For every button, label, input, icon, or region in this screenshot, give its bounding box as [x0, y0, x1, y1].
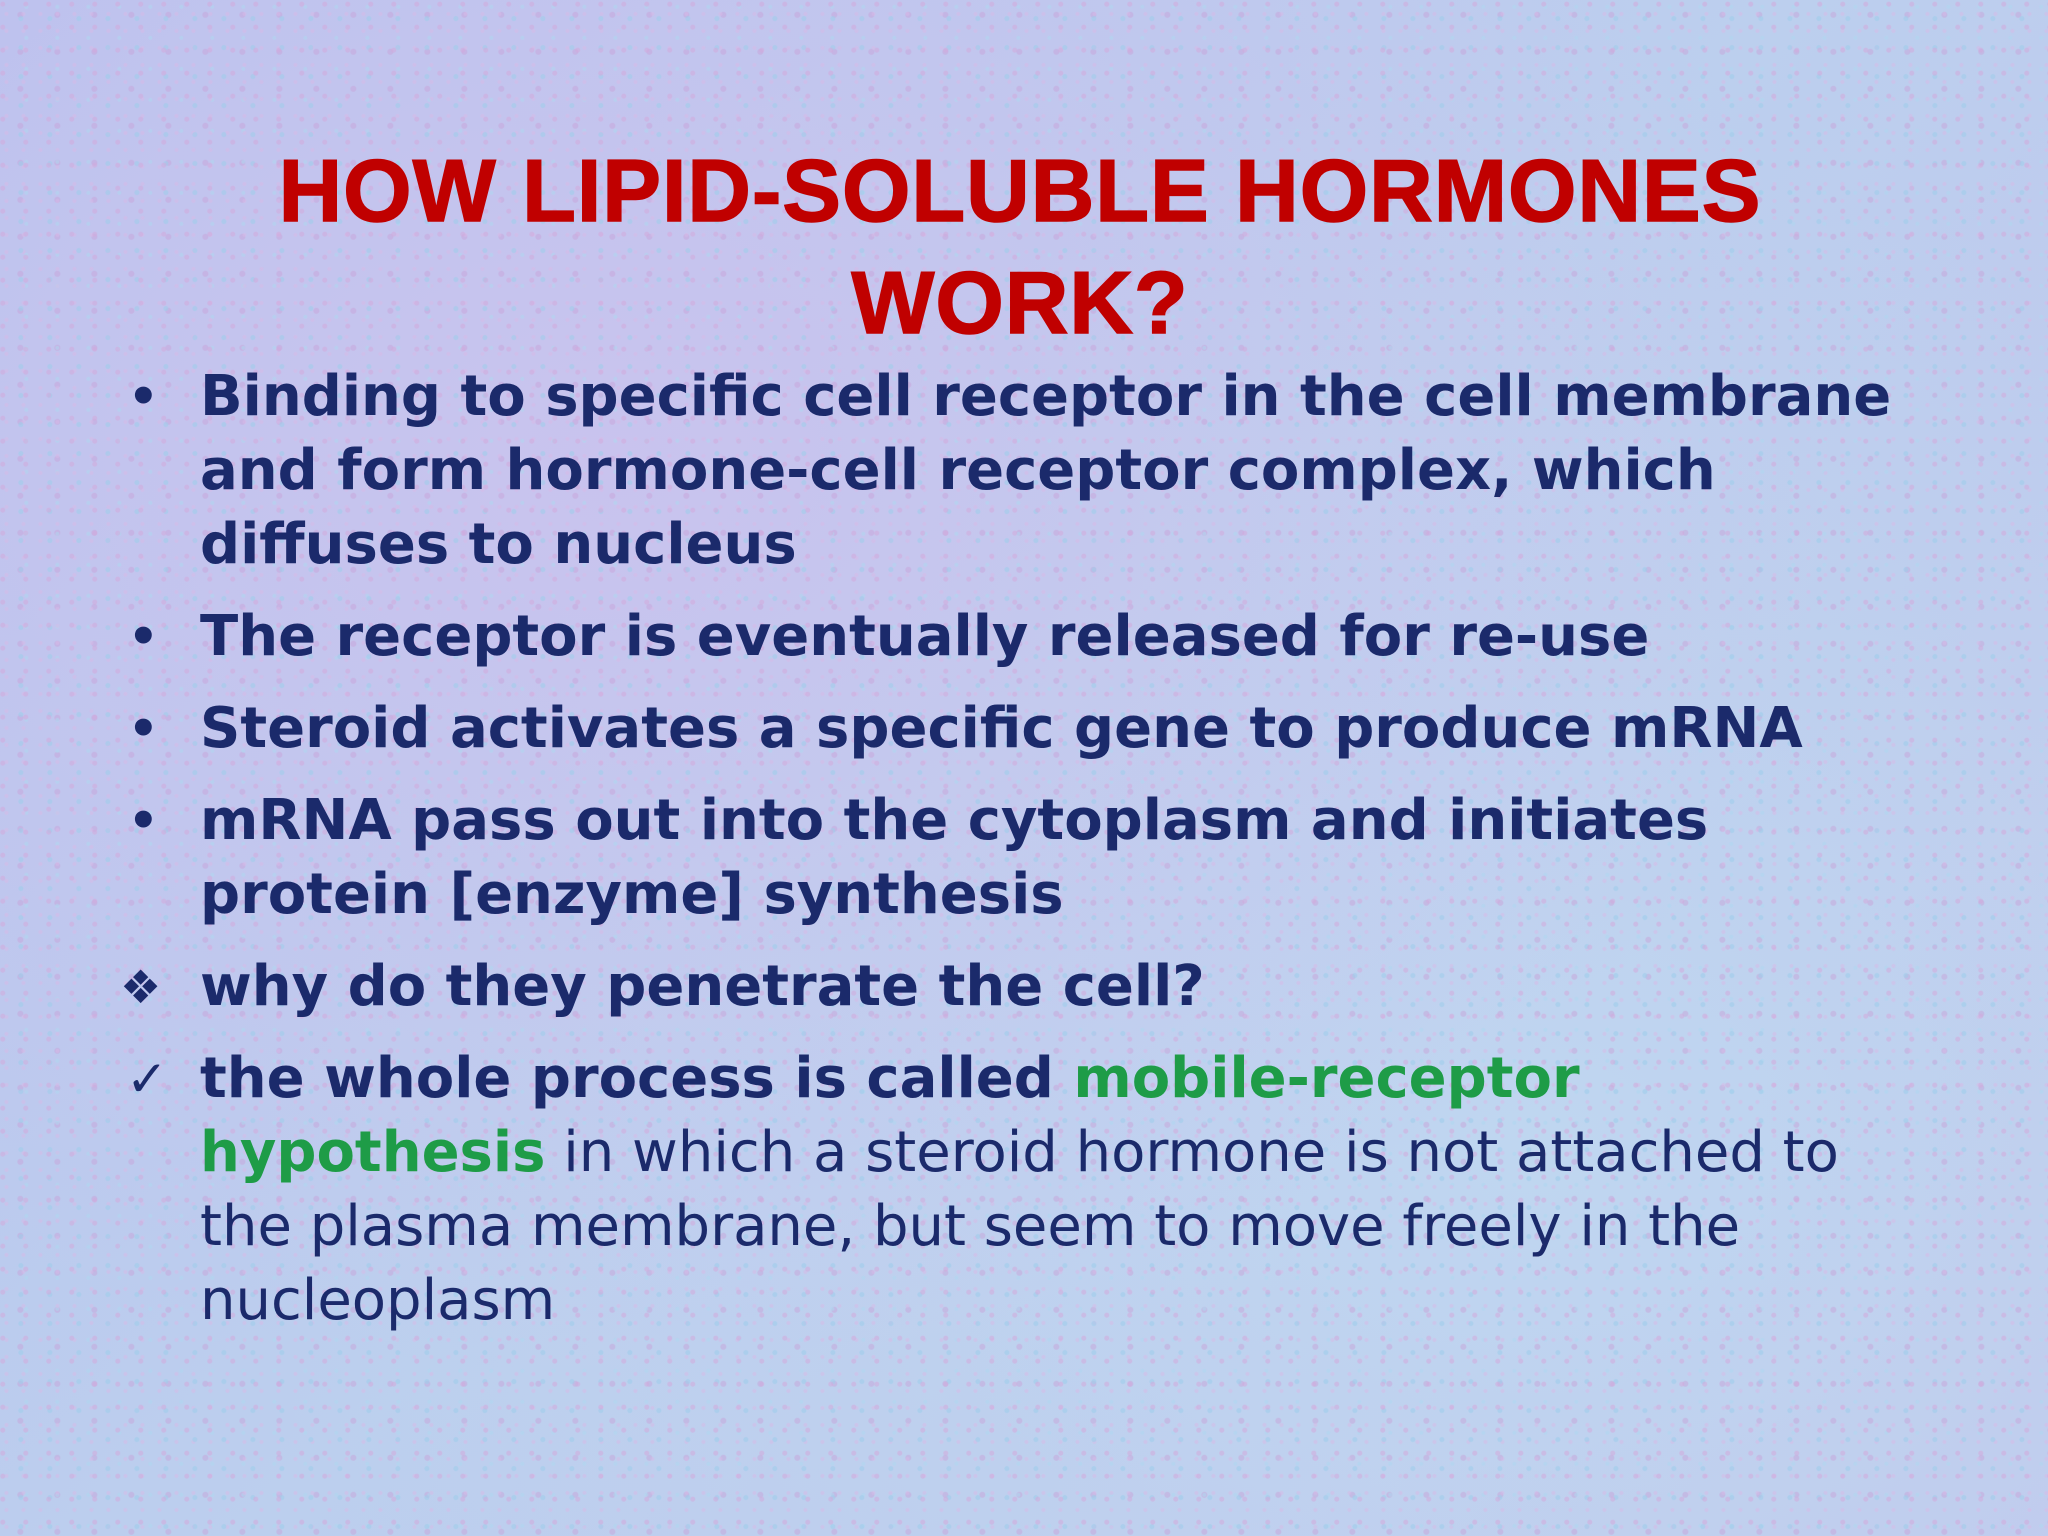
bullet-icon: •: [128, 369, 159, 425]
bullet-text: The receptor is eventually released for re-use: [200, 604, 1650, 669]
conclusion-rest: in which a steroid hormone is not attached to the plasma membrane, but seem to move freely in the nucleoplasm: [200, 1120, 1839, 1333]
bullet-list: [120, 360, 1920, 1356]
bullet-item: [120, 692, 1920, 766]
checkmark-icon: ✓: [126, 1050, 168, 1108]
conclusion-highlight: mobile-receptor hypothesis: [200, 1046, 1580, 1185]
bullet-icon: •: [128, 609, 159, 665]
slide-title-line-1: HOW LIPID-SOLUBLE HORMONES: [278, 141, 1762, 240]
bullet-item: [120, 600, 1920, 674]
conclusion-item: [120, 1042, 1920, 1338]
conclusion-lead: the whole process is called: [200, 1046, 1074, 1111]
bullet-item: [120, 784, 1920, 932]
question-item: [120, 950, 1920, 1024]
bullet-text: Binding to specific cell receptor in the cell membrane and form hormone-cell receptor complex, which diffuses to nucleus: [200, 364, 1892, 577]
question-text: why do they penetrate the cell?: [200, 954, 1205, 1019]
diamond-bullet-icon: ❖: [120, 960, 162, 1014]
bullet-icon: •: [128, 793, 159, 849]
slide-title-line-2: WORK?: [851, 253, 1189, 352]
bullet-text: Steroid activates a specific gene to produce mRNA: [200, 696, 1803, 761]
slide-title: [100, 135, 1940, 359]
bullet-item: [120, 360, 1920, 582]
bullet-icon: •: [128, 701, 159, 757]
bullet-text: mRNA pass out into the cytoplasm and initiates protein [enzyme] synthesis: [200, 788, 1709, 927]
